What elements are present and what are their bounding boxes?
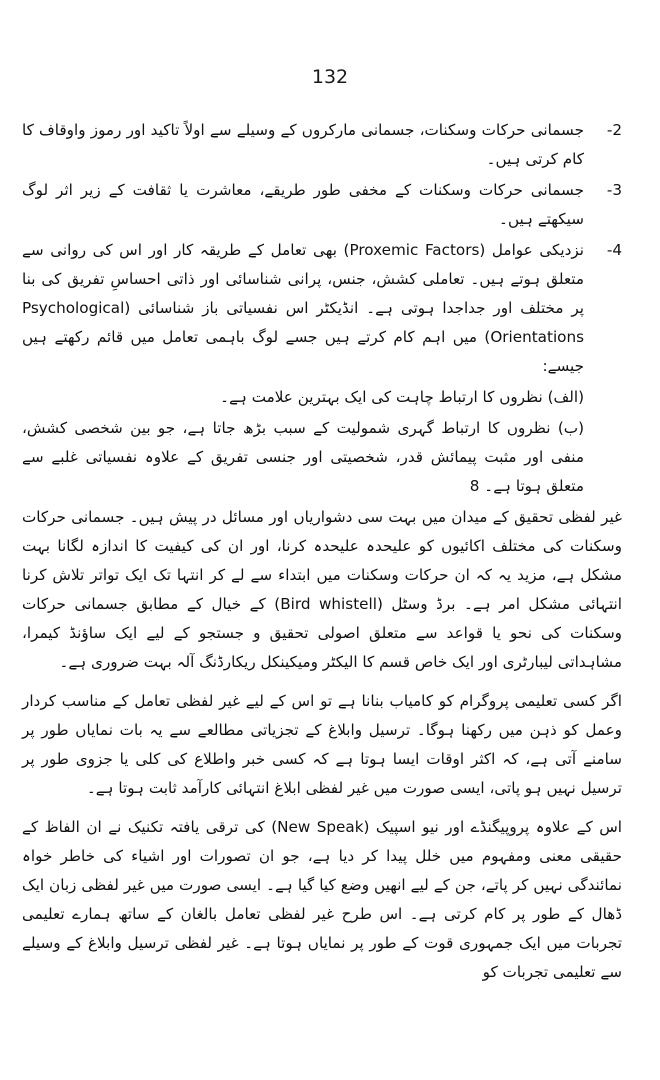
list-item (22, 236, 622, 381)
page-body (22, 116, 622, 989)
sub-item: (ب) نظروں کا ارتباط گہری شمولیت کے سبب بڑھ جاتا ہے، جو بین شخصی کشش، منفی اور مثبت پیمائش قدر، شخصیتی اور جنسی تفریق کے علاوہ نفسیاتی غلبے سے متعلق ہوتا ہے۔ 8 (22, 419, 584, 495)
paragraph: اگر کسی تعلیمی پروگرام کو کامیاب بنانا ہے تو اس کے لیے غیر لفظی تعامل کے مناسب کردار وعمل کو ذہن میں رکھنا ہوگا۔ ترسیل وابلاغ کے تجزیاتی مطالعے سے یہ بات نمایاں طور پر سامنے آتی ہے، کہ اکثر اوقات ایسا ہوتا ہے کہ کسی خبر واطلاع کی کلی یا جزوی طور پر ترسیل نہیں ہو پاتی، ایسی صورت میں غیر لفظی ابلاغ انتہائی کارآمد ثابت ہوتا ہے۔ (22, 692, 622, 797)
list-item-text: جسمانی حرکات وسکنات، جسمانی مارکروں کے وسیلے سے اولاً تاکید اور رموز واوقاف کا کام کرتی ہیں۔ (22, 121, 584, 168)
page-number: 132 (311, 66, 349, 88)
paragraph: اس کے علاوہ پروپیگنڈے اور نیو اسپیک (New Speak) کی ترقی یافتہ تکنیک نے ان الفاظ کے حقیقی معنی ومفہوم میں خلل پیدا کر دیا ہے، جو ان تصورات اور اشیاء کی خاطر خواہ نمائندگی نہیں کر پاتے، جن کے لیے انھیں وضع کیا گیا ہے۔ ایسی صورت میں غیر لفظی زبان ایک ڈھال کے طور پر کام کرتی ہے۔ اس طرح غیر لفظی تعامل بالغان کے ساتھ ہمارے تعلیمی تجربات میں ایک جمہوری قوت کے طور پر نمایاں ہوتا ہے۔ غیر لفظی ترسیل وابلاغ کے وسیلے سے تعلیمی تجربات کو (22, 818, 623, 981)
list-item (22, 176, 622, 234)
list-item-text: جسمانی حرکات وسکنات کے مخفی طور طریقے، معاشرت یا ثقافت کے زیر اثر لوگ سیکھتے ہیں۔ (22, 181, 584, 228)
list-item-text: نزدیکی عوامل (Proxemic Factors) بھی تعامل کے طریقہ کار اور اس کی روانی سے متعلق ہوتے ہیں۔ تعاملی کشش، جنس، پرانی شناسائی اور ذاتی احساسِ تفریق کی بنا پر مختلف اور جداجدا ہوتی ہے۔ انڈیکٹر اس نفسیاتی باز شناسائی (Psychological Orientations) میں اہم کام کرتے ہیں جسے لوگ باہمی تعامل میں قائم رکھتے ہیں جیسے: (22, 241, 584, 375)
list-item-number: -4 (606, 241, 622, 259)
sub-item: (الف) نظروں کا ارتباط چاہت کی ایک بہترین علامت ہے۔ (220, 388, 584, 406)
list-item (22, 116, 622, 174)
list-item-number: -3 (606, 181, 622, 199)
paragraph: غیر لفظی تحقیق کے میدان میں بہت سی دشواریاں اور مسائل در پیش ہیں۔ جسمانی حرکات وسکنات کی مختلف اکائیوں کو علیحدہ علیحدہ کرنا، اور ان کی کیفیت کا اندازہ لگانا بہت مشکل ہے، مزید یہ کہ ان حرکات وسکنات میں ابتداء سے لے کر انتہا تک ایک تواتر تلاش کرنا انتہائی مشکل امر ہے۔ برڈ وسٹل (Bird whistell) کے خیال کے مطابق جسمانی حرکات وسکنات کی نحو یا قواعد سے متعلق اصولی تحقیق و جستجو کے لیے ایک ساؤنڈ کیمرا، مشاہداتی لیبارٹری اور ایک خاص قسم کا الیکٹر ومیکینکل ریکارڈنگ آلہ بہت ضروری ہے۔ (22, 508, 622, 671)
list-item-number: -2 (606, 121, 622, 139)
